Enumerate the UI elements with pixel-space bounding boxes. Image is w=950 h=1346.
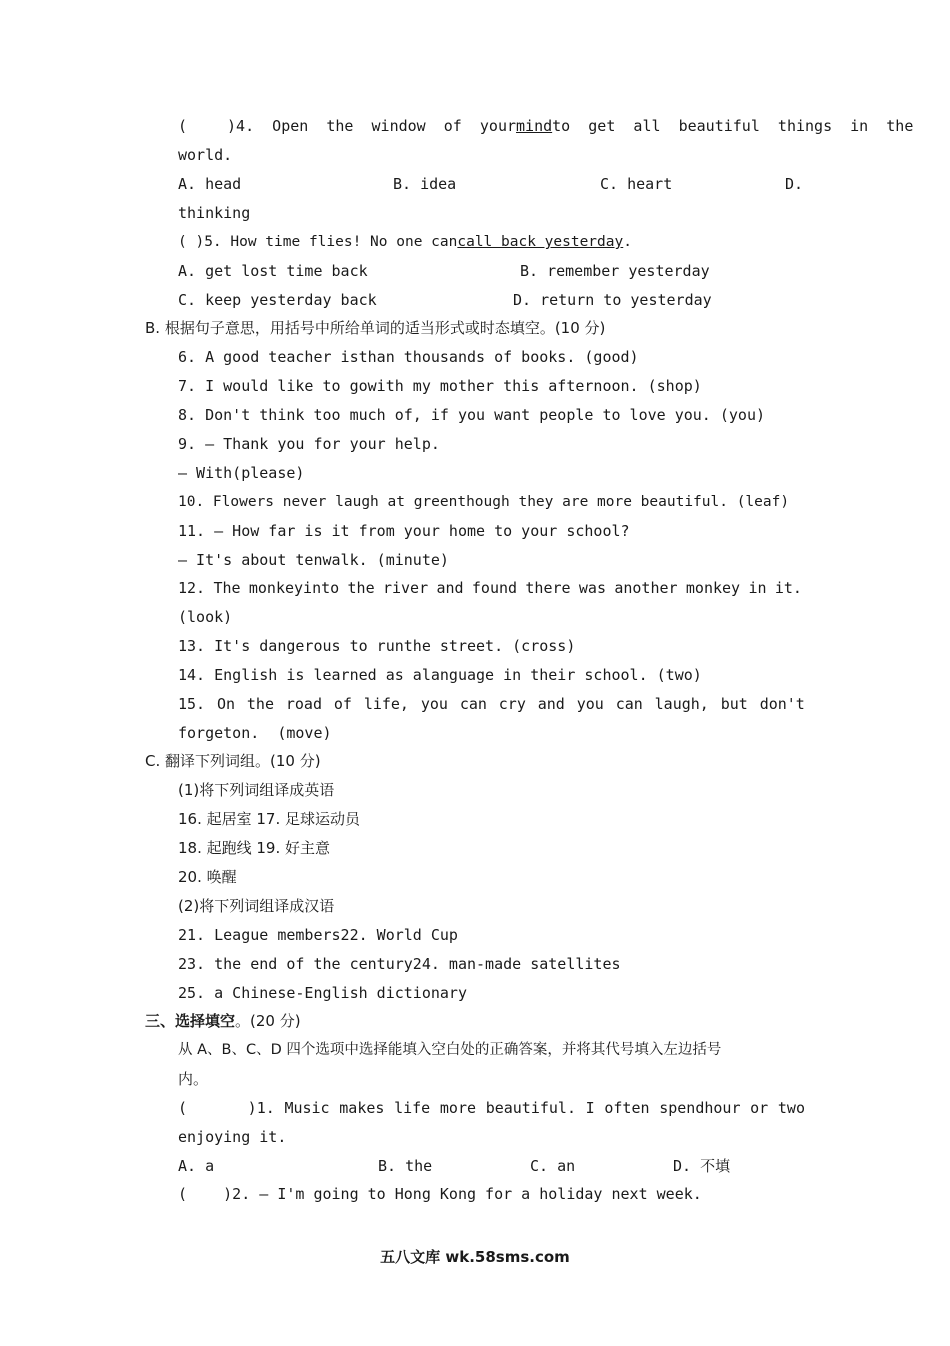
q11-line1: 11. — How far is it from your home to your school?: [178, 522, 630, 540]
s3-q2: ( )2. — I'm going to Hong Kong for a holiday next week.: [178, 1185, 702, 1203]
answer-paren: (: [178, 117, 188, 135]
q21-22: 21. League members22. World Cup: [178, 926, 458, 944]
q4-text: )4. Open the window of yourmindto get all beautiful things in the: [227, 117, 914, 135]
q7: 7. I would like to gowith my mother this afternoon. (shop): [178, 377, 702, 395]
q5-option-a: A. get lost time back: [178, 262, 368, 280]
section-3-instruction-line2: 内。: [178, 1070, 209, 1088]
section-3-instruction-line1: 从 A、B、C、D 四个选项中选择能填入空白处的正确答案，并将其代号填入左边括号: [178, 1042, 722, 1058]
q6: 6. A good teacher isthan thousands of books. (good): [178, 348, 639, 366]
underlined-word: mind: [516, 117, 553, 135]
q11-line2: — It's about tenwalk. (minute): [178, 551, 449, 569]
q13: 13. It's dangerous to runthe street. (cross): [178, 637, 576, 655]
q4-option-c: C. heart: [600, 175, 673, 193]
s3-q1-option-d: D. 不填: [673, 1157, 731, 1175]
q25: 25. a Chinese-English dictionary: [178, 984, 467, 1002]
section-b-heading: B. 根据句子意思，用括号中所给单词的适当形式或时态填空。(10 分): [145, 319, 606, 337]
q9-line1: 9. — Thank you for your help.: [178, 435, 440, 453]
q8: 8. Don't think too much of, if you want people to love you. (you): [178, 406, 765, 424]
q5-line: ( )5. How time flies! No one cancall back yesterday.: [178, 234, 632, 250]
section-3-heading: 三、选择填空。(20 分): [145, 1012, 301, 1030]
q5-option-c: C. keep yesterday back: [178, 291, 377, 309]
q4-option-a: A. head: [178, 175, 242, 193]
q10: 10. Flowers never laugh at greenthough they are more beautiful. (leaf): [178, 494, 790, 510]
section-c-part2: (2)将下列词组译成汉语: [178, 897, 335, 915]
q15-line2: forgeton. (move): [178, 724, 332, 742]
q4-continuation: world.: [178, 146, 233, 164]
q9-line2: — With(please): [178, 464, 305, 482]
q5-option-b: B. remember yesterday: [520, 262, 710, 280]
section-c-heading: C. 翻译下列词组。(10 分): [145, 752, 321, 770]
q4-option-d: D.: [785, 175, 804, 193]
q15-line1: 15. On the road of life, you can cry and you can laugh, but don't: [178, 695, 805, 713]
s3-q1-option-b: B. the: [378, 1157, 433, 1175]
answer-paren: (: [178, 1099, 188, 1117]
q20: 20. 唤醒: [178, 868, 237, 886]
s3-q1-option-a: A. a: [178, 1157, 215, 1175]
q4-line1: [178, 116, 914, 136]
q23-24: 23. the end of the century24. man-made satellites: [178, 955, 621, 973]
footer-watermark: 五八文库 wk.58sms.com: [380, 1248, 570, 1266]
q14: 14. English is learned as alanguage in their school. (two): [178, 666, 702, 684]
q4-option-b: B. idea: [393, 175, 457, 193]
q16-17: 16. 起居室 17. 足球运动员: [178, 810, 361, 828]
q12-line1: 12. The monkeyinto the river and found there was another monkey in it.: [178, 579, 802, 597]
q5-option-d: D. return to yesterday: [513, 291, 712, 309]
underlined-phrase: call back yesterday: [457, 234, 624, 250]
q4-option-d-continuation: thinking: [178, 204, 251, 222]
q12-line2: (look): [178, 608, 233, 626]
s3-q1-line2: enjoying it.: [178, 1128, 287, 1146]
s3-q1-line1: ( )1. Music makes life more beautiful. I often spendhour or two: [178, 1099, 805, 1117]
q18-19: 18. 起跑线 19. 好主意: [178, 839, 331, 857]
section-c-part1: (1)将下列词组译成英语: [178, 781, 335, 799]
s3-q1-option-c: C. an: [530, 1157, 576, 1175]
